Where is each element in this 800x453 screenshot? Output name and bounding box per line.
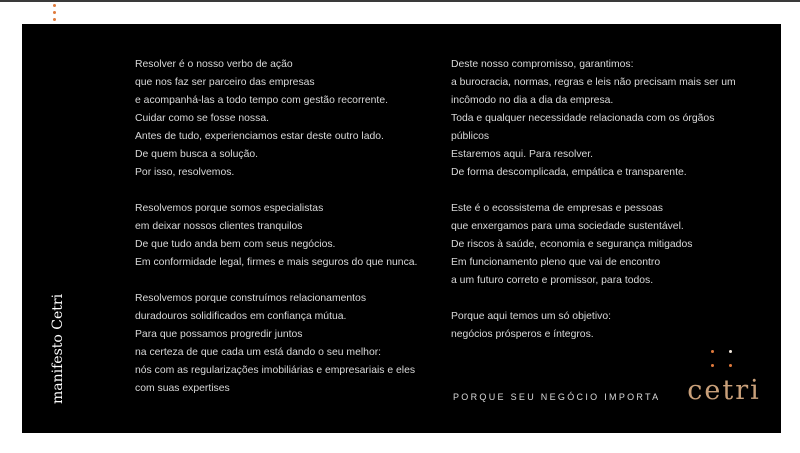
paragraph	[135, 200, 435, 272]
left-column	[135, 56, 435, 416]
text-line: na certeza de que cada um está dando o seu melhor:	[135, 347, 382, 358]
top-border	[0, 0, 800, 2]
text-line: Deste nosso compromisso, garantimos:	[451, 59, 634, 70]
dot	[53, 11, 56, 14]
text-line: negócios prósperos e íntegros.	[451, 329, 594, 340]
text-line: Resolvemos porque somos especialistas	[135, 203, 324, 214]
text-line: Por isso, resolvemos.	[135, 167, 235, 178]
text-line: Em funcionamento pleno que vai de encontro	[451, 257, 661, 268]
text-line: Cuidar como se fosse nossa.	[135, 113, 269, 124]
side-title: manifesto Cetri	[50, 293, 66, 404]
text-line: Este é o ecossistema de empresas e pessoas	[451, 203, 663, 214]
text-line: que nos faz ser parceiro das empresas	[135, 77, 315, 88]
text-line: que enxergamos para uma sociedade sustentável.	[451, 221, 684, 232]
text-line: De quem busca a solução.	[135, 149, 259, 160]
text-line: nós com as regularizações imobiliárias e empresariais e eles	[135, 365, 416, 376]
logo-dots-icon	[711, 350, 741, 370]
text-line: Antes de tudo, experienciamos estar deste outro lado.	[135, 131, 384, 142]
paragraph	[451, 200, 751, 290]
text-line: Porque aqui temos um só objetivo:	[451, 311, 611, 322]
text-line: duradouros solidificados em confiança mútua.	[135, 311, 347, 322]
text-line: Estaremos aqui. Para resolver.	[451, 149, 594, 160]
text-line: Em conformidade legal, firmes e mais seguros do que nunca.	[135, 257, 418, 268]
text-line: Resolver é o nosso verbo de ação	[135, 59, 293, 70]
text-line: Toda e qualquer necessidade relacionada com os órgãos	[451, 113, 715, 124]
manifesto-card	[22, 24, 781, 433]
text-line: e acompanhá-las a todo tempo com gestão recorrente.	[135, 95, 388, 106]
text-line: a um futuro correto e promissor, para todos.	[451, 275, 654, 286]
paragraph	[135, 290, 435, 398]
text-line: Resolvemos porque construímos relacionamentos	[135, 293, 367, 304]
paragraph	[451, 56, 751, 182]
text-line: De riscos à saúde, economia e segurança mitigados	[451, 239, 693, 250]
logo-dot	[729, 364, 732, 367]
text-line: De que tudo anda bem com seus negócios.	[135, 239, 336, 250]
logo-dot	[711, 350, 714, 353]
paragraph	[451, 308, 751, 344]
text-line: em deixar nossos clientes tranquilos	[135, 221, 303, 232]
right-column	[451, 56, 751, 362]
text-line: incômodo no dia a dia da empresa.	[451, 95, 614, 106]
dot	[53, 18, 56, 21]
logo-dot	[729, 350, 732, 353]
paragraph	[135, 56, 435, 182]
slogan: PORQUE SEU NEGÓCIO IMPORTA	[453, 392, 661, 402]
logo-dot	[711, 364, 714, 367]
text-line: com suas expertises	[135, 383, 230, 394]
text-line: Para que possamos progredir juntos	[135, 329, 303, 340]
text-line: a burocracia, normas, regras e leis não precisam mais ser um	[451, 77, 736, 88]
dot	[53, 4, 56, 7]
cetri-logo	[684, 346, 764, 412]
text-line: De forma descomplicada, empática e transparente.	[451, 167, 687, 178]
logo-text: cetri	[687, 375, 761, 406]
text-line: públicos	[451, 131, 490, 142]
